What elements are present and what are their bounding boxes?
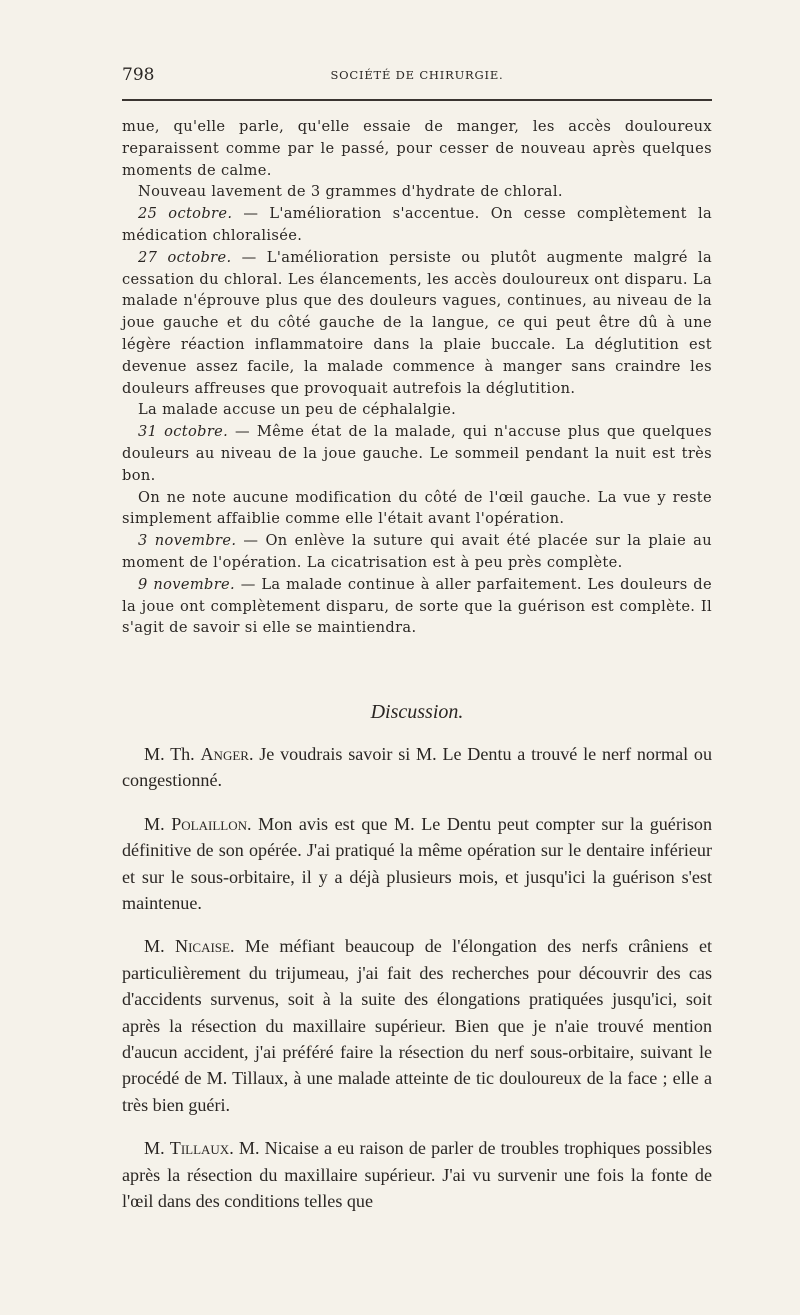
case-date: 25 octobre. (138, 205, 233, 223)
entry-text: . Me méfiant beaucoup de l'élongation des nerfs crâniens et particulièrement du trijumeau, j'ai fait des recherches pour découvrir des cas d'accidents survenus, soit à la suite des élongations pratiquées jusqu'ici, soit après la résection du maxillaire supérieur. Bien que je n'aie trouvé mention d'aucun accident, j'ai préféré faire la résection du nerf sous-orbitaire, suivant le procédé de M. Tillaux, à une malade atteinte de tic douloureux de la face ; elle a très bien guéri. (122, 936, 713, 1115)
speaker-name: Polaillon (171, 813, 247, 834)
entry-text: . Je voudrais savoir si M. Le Dentu a trouvé le nerf normal ou congestionné. (122, 744, 712, 791)
case-date: 31 octobre. (138, 423, 229, 441)
case-text: — On enlève la suture qui avait été placée sur la plaie au moment de l'opération. La cicatrisation est à peu près complète. (122, 532, 712, 571)
case-text: — L'amélioration persiste ou plutôt augmente malgré la cessation du chloral. Les élancements, les accès douloureux ont disparu. La malade n'éprouve plus que des douleurs vagues, continues, au niveau de la joue gauche et du côté gauche de la langue, ce qui peut être dû à une légère réaction inflammatoire dans la plaie buccale. La déglutition est devenue assez facile, la malade commence à manger sans craindre les douleurs affreuses que provoquait autrefois la déglutition. (122, 248, 712, 397)
case-notes (122, 116, 712, 639)
case-paragraph (122, 574, 712, 639)
case-paragraph (122, 116, 712, 181)
case-text: Nouveau lavement de 3 grammes d'hydrate de chloral. (138, 183, 563, 201)
page-number: 798 (122, 65, 155, 85)
header-rule (122, 99, 712, 101)
speaker-name: Tillaux (169, 1138, 230, 1159)
case-date: 9 novembre. (138, 575, 235, 593)
case-paragraph (122, 247, 712, 400)
speaker-name: Nicaise (175, 936, 230, 957)
case-paragraph (122, 203, 712, 247)
case-paragraph (122, 399, 712, 421)
speaker-prefix: M. Th. (144, 744, 201, 764)
speaker-prefix: M. (144, 813, 172, 834)
case-text: — Même état de la malade, qui n'accuse plus que quelques douleurs au niveau de la joue gauche. Le sommeil pendant la nuit est très bon. (122, 423, 712, 484)
case-text: — L'amélioration s'accentue. On cesse complètement la médication chloralisée. (122, 205, 713, 244)
case-text: — La malade continue à aller parfaitement. Les douleurs de la joue ont complètement disparu, de sorte que la guérison est complète. Il s'agit de savoir si elle se maintiendra. (122, 575, 712, 637)
discussion-heading: Discussion. (370, 701, 464, 723)
speaker-prefix: M. (144, 1138, 170, 1159)
speaker-name: Anger (200, 744, 249, 764)
case-date: 3 novembre. (138, 532, 237, 550)
case-paragraph (122, 181, 712, 203)
case-paragraph (122, 421, 712, 486)
discussion-section (122, 741, 712, 1232)
discussion-entry (122, 933, 712, 1118)
case-paragraph (122, 530, 712, 574)
running-head: SOCIÉTÉ DE CHIRURGIE. (330, 68, 504, 82)
case-text: La malade accuse un peu de céphalalgie. (138, 401, 457, 419)
case-date: 27 octobre. (138, 248, 232, 266)
case-text: On ne note aucune modification du côté de l'œil gauche. La vue y reste simplement affaiblie comme elle l'était avant l'opération. (122, 488, 712, 528)
page-header (122, 64, 712, 86)
discussion-entry (122, 741, 712, 794)
case-text: mue, qu'elle parle, qu'elle essaie de manger, les accès douloureux reparaissent comme par le passé, pour cesser de nouveau après quelques moments de calme. (122, 118, 712, 179)
entry-text: . Mon avis est que M. Le Dentu peut compter sur la guérison définitive de son opérée. J'ai pratiqué la même opération sur le dentaire inférieur et sur le sous-orbitaire, il y a déjà plusieurs mois, et jusqu'ici la guérison s'est maintenue. (122, 813, 713, 914)
discussion-entry (122, 1135, 712, 1214)
speaker-prefix: M. (144, 936, 175, 957)
discussion-entry (122, 811, 712, 917)
case-paragraph (122, 487, 712, 531)
entry-text: . M. Nicaise a eu raison de parler de troubles trophiques possibles après la résection du maxillaire supérieur. J'ai vu survenir une fois la fonte de l'œil dans des conditions telles que (122, 1138, 712, 1212)
